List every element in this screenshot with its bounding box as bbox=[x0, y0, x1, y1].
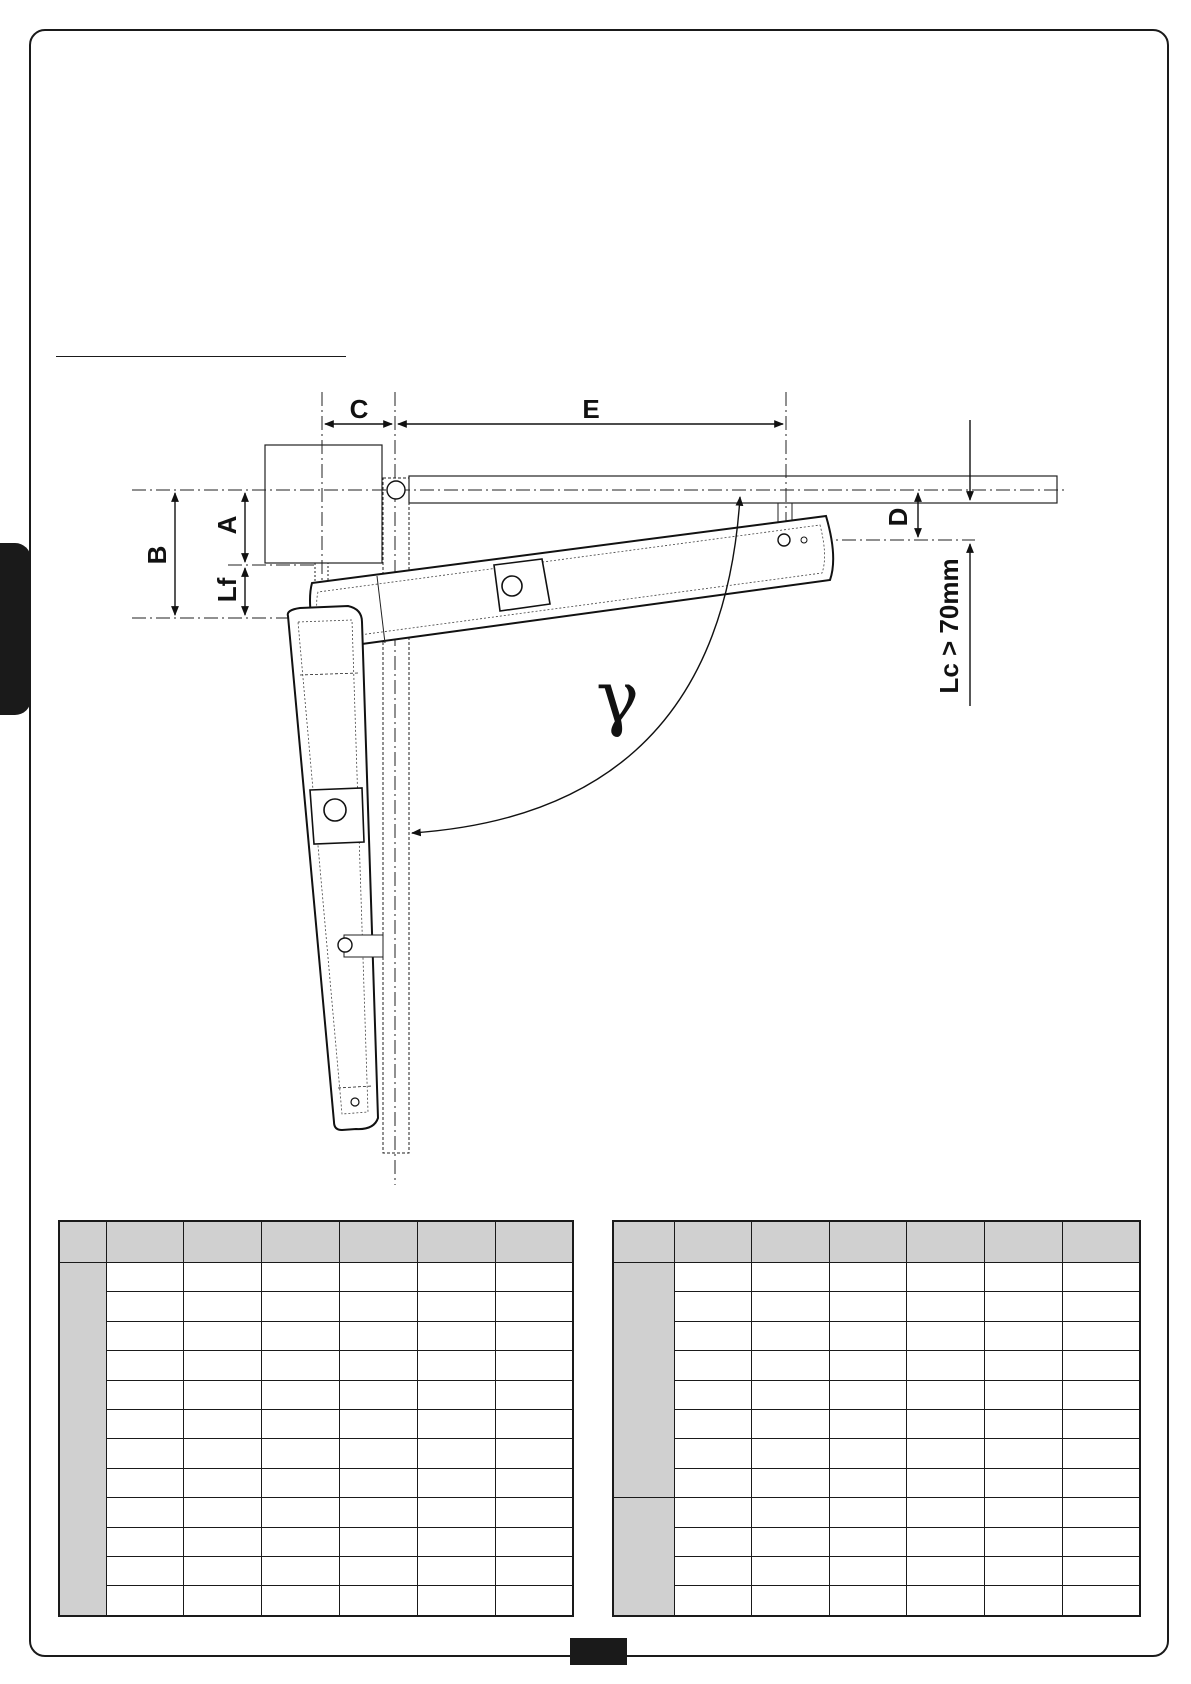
dimension-b-label: B bbox=[142, 545, 172, 565]
table-cell bbox=[417, 1586, 495, 1616]
table-cell bbox=[752, 1468, 830, 1497]
table-cell bbox=[907, 1351, 985, 1380]
table-cell bbox=[495, 1292, 573, 1321]
table-row bbox=[59, 1263, 573, 1292]
table-cell bbox=[1062, 1351, 1140, 1380]
table-cell bbox=[674, 1498, 752, 1527]
table-cell bbox=[829, 1263, 907, 1292]
table-cell bbox=[674, 1380, 752, 1409]
table-cell bbox=[752, 1380, 830, 1409]
table-cell bbox=[907, 1556, 985, 1585]
table-cell bbox=[339, 1409, 417, 1438]
table-cell bbox=[907, 1380, 985, 1409]
table-cell bbox=[985, 1439, 1063, 1468]
table-cell bbox=[674, 1292, 752, 1321]
table-cell bbox=[1062, 1498, 1140, 1527]
table-cell bbox=[262, 1321, 340, 1350]
dimension-d-label: D bbox=[883, 507, 913, 527]
table-cell bbox=[985, 1556, 1063, 1585]
table-cell bbox=[752, 1556, 830, 1585]
table-row bbox=[613, 1439, 1140, 1468]
table-cell bbox=[339, 1263, 417, 1292]
table-cell bbox=[339, 1527, 417, 1556]
table-cell bbox=[106, 1527, 184, 1556]
table-cell bbox=[674, 1221, 752, 1263]
table-cell bbox=[674, 1586, 752, 1616]
table-cell bbox=[1062, 1292, 1140, 1321]
table-cell bbox=[262, 1409, 340, 1438]
table-cell bbox=[829, 1321, 907, 1350]
table-cell bbox=[1062, 1439, 1140, 1468]
table-cell bbox=[1062, 1263, 1140, 1292]
table-cell bbox=[907, 1498, 985, 1527]
table-cell bbox=[106, 1586, 184, 1616]
operator-arm-closed bbox=[310, 516, 833, 650]
table-cell bbox=[829, 1556, 907, 1585]
table-cell bbox=[262, 1439, 340, 1468]
table-row bbox=[613, 1527, 1140, 1556]
table-cell bbox=[985, 1263, 1063, 1292]
table-cell bbox=[417, 1292, 495, 1321]
table-cell bbox=[339, 1351, 417, 1380]
table-cell bbox=[674, 1556, 752, 1585]
table-row bbox=[59, 1586, 573, 1616]
table-cell bbox=[907, 1263, 985, 1292]
table-cell bbox=[829, 1468, 907, 1497]
table-right bbox=[612, 1220, 1141, 1617]
table-cell bbox=[495, 1586, 573, 1616]
table-right-group-cell bbox=[613, 1498, 674, 1616]
table-cell bbox=[262, 1292, 340, 1321]
table-cell bbox=[674, 1468, 752, 1497]
lc-min-label: Lc > 70mm bbox=[934, 558, 964, 694]
table-cell bbox=[829, 1380, 907, 1409]
table-cell bbox=[262, 1586, 340, 1616]
table-cell bbox=[829, 1292, 907, 1321]
table-row bbox=[59, 1556, 573, 1585]
table-cell bbox=[829, 1409, 907, 1438]
table-cell bbox=[495, 1380, 573, 1409]
table-row bbox=[613, 1556, 1140, 1585]
table-cell bbox=[752, 1527, 830, 1556]
table-cell bbox=[495, 1263, 573, 1292]
table-row bbox=[613, 1409, 1140, 1438]
table-cell bbox=[495, 1498, 573, 1527]
table-row bbox=[613, 1380, 1140, 1409]
table-cell bbox=[184, 1498, 262, 1527]
table-cell bbox=[907, 1527, 985, 1556]
table-cell bbox=[495, 1221, 573, 1263]
table-cell bbox=[417, 1498, 495, 1527]
table-cell bbox=[495, 1439, 573, 1468]
table-cell bbox=[184, 1409, 262, 1438]
table-cell bbox=[262, 1468, 340, 1497]
table-cell bbox=[613, 1221, 674, 1263]
table-cell bbox=[106, 1263, 184, 1292]
table-cell bbox=[339, 1498, 417, 1527]
table-cell bbox=[985, 1409, 1063, 1438]
table-cell bbox=[985, 1527, 1063, 1556]
table-cell bbox=[752, 1586, 830, 1616]
table-cell bbox=[262, 1556, 340, 1585]
table-row bbox=[59, 1439, 573, 1468]
table-cell bbox=[674, 1409, 752, 1438]
table-row bbox=[613, 1468, 1140, 1497]
table-cell bbox=[829, 1498, 907, 1527]
table-cell bbox=[184, 1380, 262, 1409]
table-row bbox=[59, 1468, 573, 1497]
table-cell bbox=[985, 1292, 1063, 1321]
table-cell bbox=[985, 1321, 1063, 1350]
table-cell bbox=[674, 1321, 752, 1350]
table-cell bbox=[417, 1380, 495, 1409]
table-cell bbox=[339, 1292, 417, 1321]
table-cell bbox=[339, 1380, 417, 1409]
dimension-lf-label: Lf bbox=[212, 577, 242, 603]
table-cell bbox=[985, 1498, 1063, 1527]
table-cell bbox=[184, 1292, 262, 1321]
table-cell bbox=[417, 1351, 495, 1380]
table-cell bbox=[262, 1263, 340, 1292]
table-cell bbox=[417, 1439, 495, 1468]
table-row bbox=[59, 1380, 573, 1409]
table-cell bbox=[184, 1221, 262, 1263]
table-cell bbox=[184, 1586, 262, 1616]
table-row bbox=[59, 1292, 573, 1321]
table-cell bbox=[1062, 1321, 1140, 1350]
table-row bbox=[613, 1586, 1140, 1616]
table-row bbox=[59, 1527, 573, 1556]
table-row bbox=[59, 1321, 573, 1350]
table-right-header-row bbox=[613, 1221, 1140, 1263]
table-row bbox=[59, 1409, 573, 1438]
table-cell bbox=[262, 1527, 340, 1556]
page-number-block bbox=[570, 1638, 627, 1665]
table-left-header-row bbox=[59, 1221, 573, 1263]
table-row bbox=[613, 1321, 1140, 1350]
table-cell bbox=[674, 1263, 752, 1292]
table-cell bbox=[752, 1321, 830, 1350]
table-cell bbox=[184, 1439, 262, 1468]
table-cell bbox=[674, 1527, 752, 1556]
table-row bbox=[613, 1498, 1140, 1527]
table-right-group-cell bbox=[613, 1263, 674, 1498]
angle-label: γ bbox=[596, 655, 640, 739]
table-cell bbox=[184, 1351, 262, 1380]
table-row bbox=[59, 1498, 573, 1527]
table-cell bbox=[106, 1439, 184, 1468]
table-cell bbox=[1062, 1527, 1140, 1556]
table-cell bbox=[184, 1321, 262, 1350]
table-cell bbox=[674, 1439, 752, 1468]
table-cell bbox=[339, 1221, 417, 1263]
table-cell bbox=[417, 1263, 495, 1292]
table-cell bbox=[106, 1221, 184, 1263]
table-cell bbox=[1062, 1468, 1140, 1497]
table-cell bbox=[417, 1409, 495, 1438]
table-cell bbox=[1062, 1380, 1140, 1409]
table-row bbox=[613, 1292, 1140, 1321]
hinge-pin bbox=[387, 481, 405, 499]
table-cell bbox=[752, 1221, 830, 1263]
table-cell bbox=[106, 1321, 184, 1350]
table-cell bbox=[417, 1221, 495, 1263]
table-cell bbox=[495, 1409, 573, 1438]
table-cell bbox=[106, 1556, 184, 1585]
table-cell bbox=[985, 1380, 1063, 1409]
table-cell bbox=[339, 1468, 417, 1497]
table-cell bbox=[339, 1439, 417, 1468]
table-cell bbox=[907, 1409, 985, 1438]
table-row bbox=[613, 1351, 1140, 1380]
table-cell bbox=[1062, 1556, 1140, 1585]
table-cell bbox=[907, 1321, 985, 1350]
table-cell bbox=[674, 1351, 752, 1380]
table-left bbox=[58, 1220, 574, 1617]
table-cell bbox=[829, 1439, 907, 1468]
table-row bbox=[613, 1263, 1140, 1292]
table-row bbox=[59, 1351, 573, 1380]
table-cell bbox=[262, 1221, 340, 1263]
reference-lines bbox=[132, 392, 1068, 1185]
table-cell bbox=[184, 1527, 262, 1556]
table-cell bbox=[106, 1351, 184, 1380]
table-cell bbox=[417, 1468, 495, 1497]
table-cell bbox=[495, 1351, 573, 1380]
table-cell bbox=[184, 1556, 262, 1585]
table-cell bbox=[495, 1321, 573, 1350]
table-cell bbox=[339, 1586, 417, 1616]
table-cell bbox=[752, 1263, 830, 1292]
table-cell bbox=[106, 1498, 184, 1527]
table-cell bbox=[829, 1351, 907, 1380]
table-cell bbox=[1062, 1409, 1140, 1438]
table-cell bbox=[752, 1351, 830, 1380]
table-cell bbox=[829, 1221, 907, 1263]
table-cell bbox=[495, 1556, 573, 1585]
dimension-c-label: C bbox=[349, 394, 369, 424]
table-cell bbox=[752, 1498, 830, 1527]
table-cell bbox=[106, 1292, 184, 1321]
table-left-group-cell bbox=[59, 1263, 106, 1616]
table-cell bbox=[262, 1498, 340, 1527]
table-cell bbox=[417, 1321, 495, 1350]
table-cell bbox=[985, 1586, 1063, 1616]
table-cell bbox=[1062, 1586, 1140, 1616]
table-cell bbox=[495, 1468, 573, 1497]
table-cell bbox=[907, 1221, 985, 1263]
table-cell bbox=[495, 1527, 573, 1556]
table-cell bbox=[59, 1221, 106, 1263]
operator-arm-open bbox=[288, 606, 383, 1130]
table-cell bbox=[907, 1292, 985, 1321]
motor-box bbox=[265, 445, 382, 563]
table-cell bbox=[106, 1409, 184, 1438]
table-cell bbox=[184, 1263, 262, 1292]
table-cell bbox=[752, 1439, 830, 1468]
dimension-e-label: E bbox=[582, 394, 600, 424]
table-cell bbox=[907, 1439, 985, 1468]
table-cell bbox=[985, 1468, 1063, 1497]
table-cell bbox=[339, 1556, 417, 1585]
table-cell bbox=[262, 1351, 340, 1380]
table-cell bbox=[106, 1380, 184, 1409]
table-cell bbox=[985, 1221, 1063, 1263]
table-cell bbox=[829, 1586, 907, 1616]
table-cell bbox=[752, 1292, 830, 1321]
table-cell bbox=[262, 1380, 340, 1409]
table-cell bbox=[985, 1351, 1063, 1380]
table-cell bbox=[184, 1468, 262, 1497]
table-cell bbox=[417, 1527, 495, 1556]
table-cell bbox=[907, 1468, 985, 1497]
table-cell bbox=[417, 1556, 495, 1585]
table-cell bbox=[829, 1527, 907, 1556]
table-cell bbox=[1062, 1221, 1140, 1263]
table-cell bbox=[752, 1409, 830, 1438]
table-cell bbox=[339, 1321, 417, 1350]
table-cell bbox=[907, 1586, 985, 1616]
table-cell bbox=[106, 1468, 184, 1497]
dimension-a-label: A bbox=[212, 515, 242, 535]
